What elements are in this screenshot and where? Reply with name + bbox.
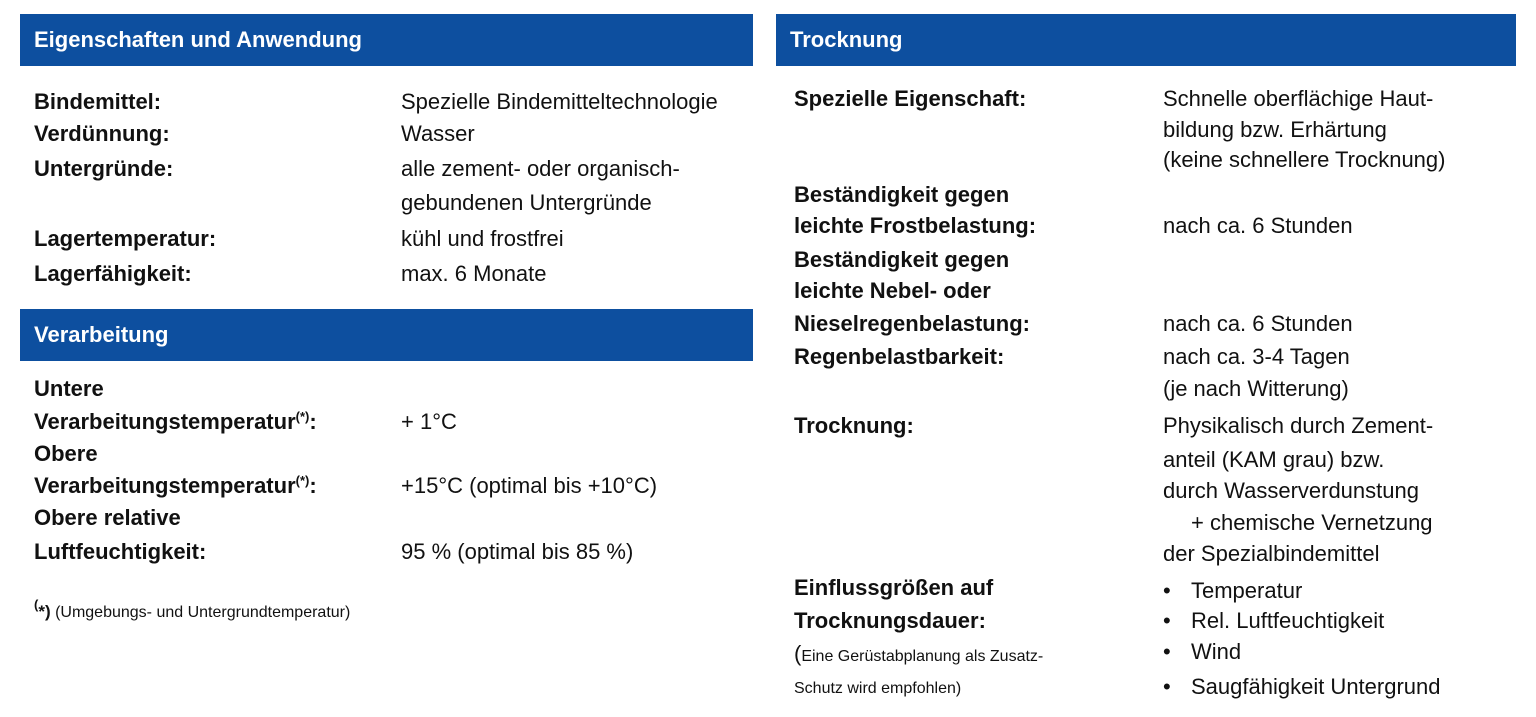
bullet-luftfeuchtigkeit: Rel. Luftfeuchtigkeit	[1191, 608, 1385, 633]
note-geruestabplanung-line1: (Eine Gerüstabplanung als Zusatz-	[794, 641, 1044, 666]
label-nebel-line1: Beständigkeit gegen	[794, 247, 1010, 272]
bullet-marker: •	[1163, 608, 1171, 633]
label-untere-line1: Untere	[34, 376, 104, 401]
value-spezielle-eigenschaft-line1: Schnelle oberflächige Haut-	[1163, 86, 1434, 111]
label-nebel-line3: Nieselregenbelastung:	[794, 311, 1030, 336]
section-title: Trocknung	[790, 27, 903, 52]
value-spezielle-eigenschaft-line3: (keine schnellere Trocknung)	[1163, 147, 1446, 172]
section-title: Eigenschaften und Anwendung	[34, 27, 362, 52]
footnote: (*) (Umgebungs- und Untergrundtemperatur)	[34, 597, 351, 621]
value-spezielle-eigenschaft-line2: bildung bzw. Erhärtung	[1163, 117, 1387, 142]
value-trocknung-line3: durch Wasserverdunstung	[1163, 478, 1419, 503]
note-geruestabplanung-line2: Schutz wird empfohlen)	[794, 680, 962, 697]
section-title: Verarbeitung	[34, 322, 169, 347]
label-luftfeuchte-line2: Luftfeuchtigkeit:	[34, 539, 207, 564]
value-lagerfaehigkeit: max. 6 Monate	[401, 261, 547, 286]
value-untergruende-line1: alle zement- oder organisch-	[401, 156, 680, 181]
value-trocknung-line4: + chemische Vernetzung	[1191, 510, 1433, 535]
value-untergruende-line2: gebundenen Untergründe	[401, 190, 652, 215]
section-header-verarbeitung	[20, 309, 753, 361]
bullet-marker: •	[1163, 674, 1171, 699]
label-lagertemperatur: Lagertemperatur:	[34, 226, 217, 251]
value-trocknung-line1: Physikalisch durch Zement-	[1163, 413, 1434, 438]
value-nebel: nach ca. 6 Stunden	[1163, 311, 1353, 336]
bullet-marker: •	[1163, 578, 1171, 603]
label-obere-line2: Verarbeitungstemperatur(*):	[34, 473, 317, 498]
section-header-trocknung	[776, 14, 1516, 66]
bullet-saugfaehigkeit: Saugfähigkeit Untergrund	[1191, 674, 1441, 699]
value-regen-line2: (je nach Witterung)	[1163, 376, 1349, 401]
bullet-temperatur: Temperatur	[1191, 578, 1303, 603]
label-verduennung: Verdünnung:	[34, 121, 170, 146]
footnote-marker: (*)	[295, 473, 310, 488]
bullet-wind: Wind	[1191, 639, 1242, 664]
value-lagertemperatur: kühl und frostfrei	[401, 226, 564, 251]
label-frost-line2: leichte Frostbelastung:	[794, 213, 1037, 238]
value-bindemittel: Spezielle Bindemitteltechnologie	[401, 89, 718, 114]
value-trocknung-line2: anteil (KAM grau) bzw.	[1163, 447, 1385, 472]
value-regen-line1: nach ca. 3-4 Tagen	[1163, 344, 1350, 369]
value-verduennung: Wasser	[401, 121, 475, 146]
label-obere-line1: Obere	[34, 441, 98, 466]
label-lagerfaehigkeit: Lagerfähigkeit:	[34, 261, 192, 286]
label-bindemittel: Bindemittel:	[34, 89, 162, 114]
label-frost-line1: Beständigkeit gegen	[794, 182, 1010, 207]
footnote-marker: (*)	[295, 409, 310, 424]
value-luftfeuchte: 95 % (optimal bis 85 %)	[401, 539, 634, 564]
value-obere: +15°C (optimal bis +10°C)	[401, 473, 658, 498]
label-einfluss-line1: Einflussgrößen auf	[794, 575, 994, 600]
label-untergruende: Untergründe:	[34, 156, 174, 181]
label-nebel-line2: leichte Nebel- oder	[794, 278, 991, 303]
label-untere-line2: Verarbeitungstemperatur(*):	[34, 409, 317, 434]
bullet-marker: •	[1163, 639, 1171, 664]
value-untere: + 1°C	[401, 409, 457, 434]
label-luftfeuchte-line1: Obere relative	[34, 505, 181, 530]
label-trocknung: Trocknung:	[794, 413, 914, 438]
label-regenbelastbarkeit: Regenbelastbarkeit:	[794, 344, 1005, 369]
section-header-eigenschaften	[20, 14, 753, 66]
label-einfluss-line2: Trocknungsdauer:	[794, 608, 986, 633]
value-trocknung-line5: der Spezialbindemittel	[1163, 541, 1380, 566]
label-spezielle-eigenschaft: Spezielle Eigenschaft:	[794, 86, 1027, 111]
value-frost: nach ca. 6 Stunden	[1163, 213, 1353, 238]
